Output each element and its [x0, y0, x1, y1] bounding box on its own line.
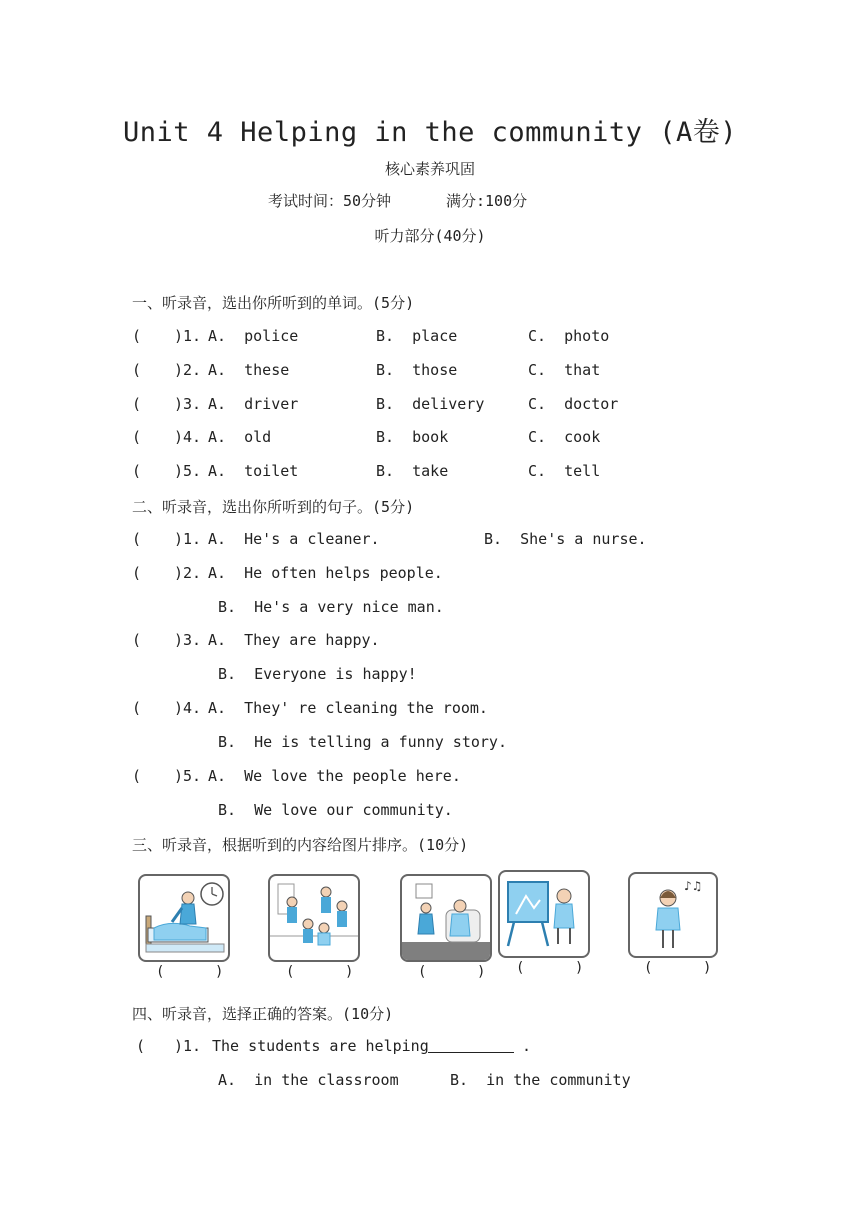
option-c[interactable]: C. photo [528, 327, 610, 345]
picture-bed-making [138, 874, 230, 962]
question-number: )3. [174, 631, 202, 649]
option-b[interactable]: B. Everyone is happy! [218, 665, 417, 683]
answer-paren[interactable]: ( [132, 699, 142, 717]
order-blank-4[interactable]: ( ) [516, 960, 584, 976]
subtitle: 核心素养巩固 [384, 160, 475, 178]
question-number: )2. [174, 361, 202, 379]
picture-girl-singing [628, 872, 718, 958]
option-b[interactable]: B. delivery [376, 395, 485, 413]
option-b[interactable]: B. We love our community. [218, 801, 453, 819]
option-a[interactable]: A. We love the people here. [208, 767, 461, 785]
answer-paren[interactable]: ( [132, 564, 142, 582]
option-c[interactable]: C. that [528, 361, 601, 379]
option-a[interactable]: A. toilet [208, 462, 299, 480]
answer-paren[interactable]: ( [132, 767, 142, 785]
exam-time: 考试时间：50分钟 [268, 192, 392, 210]
question-number: )4. [174, 699, 202, 717]
option-b[interactable]: B. place [376, 327, 458, 345]
order-blank-3[interactable]: ( ) [418, 964, 486, 980]
answer-blank[interactable] [428, 1038, 514, 1057]
answer-paren[interactable]: ( [132, 462, 142, 480]
question-number: )1. [174, 530, 202, 548]
svg-text:♪♫: ♪♫ [684, 879, 703, 893]
full-score: 满分:100分 [446, 192, 528, 210]
girl-singing-illustration [630, 874, 716, 956]
question-number: )3. [174, 395, 202, 413]
answer-paren[interactable]: ( [136, 1037, 146, 1055]
option-a[interactable]: A. in the classroom [218, 1071, 399, 1089]
option-b[interactable]: B. He is telling a funny story. [218, 733, 507, 751]
picture-visiting-grandparent [400, 874, 492, 962]
option-b[interactable]: B. take [376, 462, 449, 480]
option-b[interactable]: B. those [376, 361, 458, 379]
order-blank-5[interactable]: ( ) [644, 960, 712, 976]
option-a[interactable]: A. They' re cleaning the room. [208, 699, 488, 717]
answer-paren[interactable]: ( [132, 530, 142, 548]
question-number: )2. [174, 564, 202, 582]
answer-paren[interactable]: ( [132, 395, 142, 413]
visiting-grandparent-illustration [402, 876, 490, 960]
option-c[interactable]: C. doctor [528, 395, 619, 413]
option-a[interactable]: A. driver [208, 395, 299, 413]
option-b[interactable]: B. He's a very nice man. [218, 598, 444, 616]
question-number: )5. [174, 462, 202, 480]
question-number: )4. [174, 428, 202, 446]
option-b[interactable]: B. in the community [450, 1071, 631, 1089]
section2-heading: 二、听录音，选出你所听到的句子。(5分) [132, 498, 415, 516]
option-c[interactable]: C. cook [528, 428, 601, 446]
listening-part-heading: 听力部分(40分) [374, 227, 486, 245]
section1-heading: 一、听录音，选出你所听到的单词。(5分) [132, 294, 415, 312]
picture-girl-painting [498, 870, 590, 958]
order-blank-2[interactable]: ( ) [286, 964, 354, 980]
answer-paren[interactable]: ( [132, 327, 142, 345]
option-b[interactable]: B. She's a nurse. [484, 530, 647, 548]
option-a[interactable]: A. these [208, 361, 290, 379]
answer-paren[interactable]: ( [132, 428, 142, 446]
question-number: )5. [174, 767, 202, 785]
question-number: )1. [174, 1037, 202, 1055]
option-a[interactable]: A. old [208, 428, 272, 446]
helping-classmate-illustration [270, 876, 358, 960]
option-a[interactable]: A. He often helps people. [208, 564, 443, 582]
bed-making-illustration [140, 876, 228, 960]
question-stem: The students are helping [212, 1037, 429, 1055]
sentence-end: . [522, 1037, 532, 1055]
option-c[interactable]: C. tell [528, 462, 601, 480]
section4-heading: 四、听录音，选择正确的答案。(10分) [132, 1005, 394, 1023]
page-title: Unit 4 Helping in the community (A卷) [123, 117, 737, 148]
section3-heading: 三、听录音，根据听到的内容给图片排序。(10分) [132, 836, 469, 854]
answer-paren[interactable]: ( [132, 361, 142, 379]
option-a[interactable]: A. police [208, 327, 299, 345]
order-blank-1[interactable]: ( ) [156, 964, 224, 980]
girl-painting-illustration [500, 872, 588, 956]
option-a[interactable]: A. He's a cleaner. [208, 530, 380, 548]
option-a[interactable]: A. They are happy. [208, 631, 380, 649]
answer-paren[interactable]: ( [132, 631, 142, 649]
question-number: )1. [174, 327, 202, 345]
option-b[interactable]: B. book [376, 428, 449, 446]
picture-helping-classmate [268, 874, 360, 962]
